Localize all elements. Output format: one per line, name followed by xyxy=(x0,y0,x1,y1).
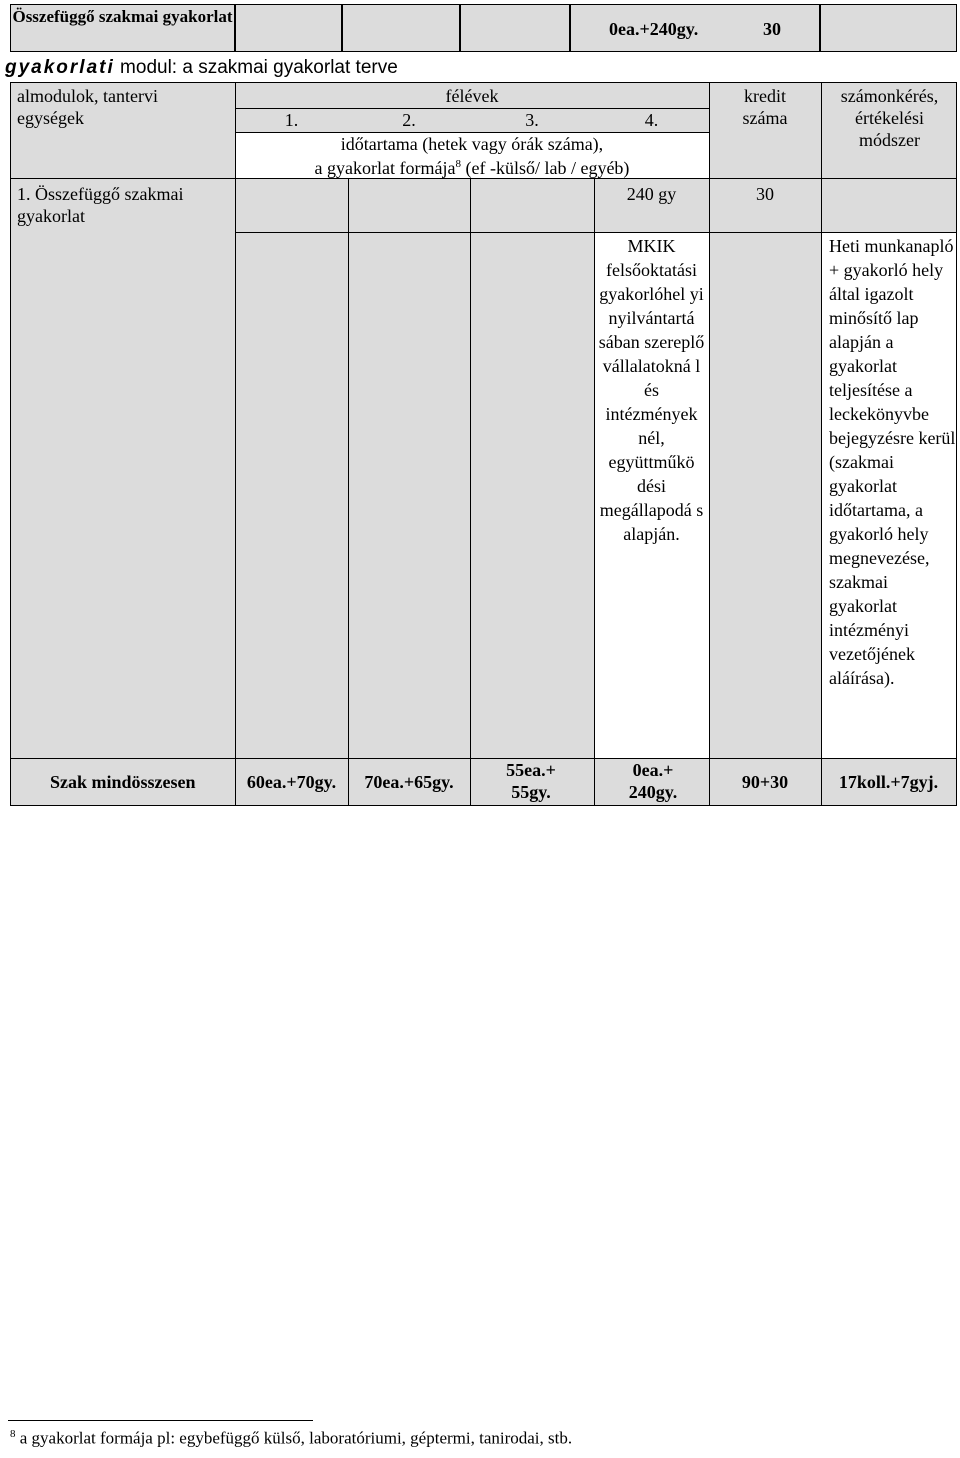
module-prefix: gyakorlati xyxy=(5,57,115,78)
practice-plan-table xyxy=(10,82,957,806)
subject-col-header: almodulok, tantervi egységek xyxy=(17,86,158,128)
row1-assessment: Heti munkanapló + gyakorló hely által igazolt minősítő lap alapján a gyakorlat teljesítése a leckekönyvbe bejegyzésre kerül (szakmai gyakorlat időtartama, a gyakorló hely megnevezése, szakmai gyakorlat intézményi vezetőjének aláírása). xyxy=(829,236,956,688)
sem2-border xyxy=(470,178,471,806)
top-sem2-cell xyxy=(342,4,460,52)
row1-empty-semesters-bg xyxy=(235,232,594,758)
total-sem3: 55ea.+ 55gy. xyxy=(506,760,556,802)
module-title xyxy=(5,54,398,82)
top-label-cell xyxy=(10,4,235,52)
top-sem1-cell xyxy=(235,4,342,52)
module-text: modul: a szakmai gyakorlat terve xyxy=(120,57,398,78)
total-credit: 90+30 xyxy=(741,772,789,792)
footnote-marker: 8 xyxy=(10,1428,16,1440)
top-credit: 30 xyxy=(763,19,781,39)
duration-form-options: (ef -külső/ lab / egyéb) xyxy=(465,158,630,178)
top-sem4-cell xyxy=(570,4,820,52)
top-summary-row xyxy=(10,4,957,52)
credit-col-header: kredit száma xyxy=(742,86,788,128)
row1-credit-bg xyxy=(709,232,821,758)
table-left-border xyxy=(10,82,11,806)
top-label: Összefüggő szakmai gyakorlat xyxy=(12,7,233,26)
numbers-divider xyxy=(235,132,709,133)
footnote-separator xyxy=(8,1420,313,1421)
sem1-border xyxy=(348,178,349,806)
row1-summary-bottom xyxy=(235,232,957,233)
table-top-border xyxy=(10,82,957,83)
duration-form-label: a gyakorlat formája xyxy=(314,158,456,178)
semester-4: 4. xyxy=(644,110,659,130)
subject-col-border xyxy=(235,82,236,806)
row1-place-note: MKIK felsőoktatási gyakorlóhel yi nyilvántartá sában szereplő vállalatokná l és intézmények nél, együttműkö dési megállapodá s alapján. xyxy=(598,236,705,544)
top-sem3-cell xyxy=(460,4,570,52)
semesters-divider xyxy=(235,108,709,109)
assessment-col-header: számonkérés, értékelési módszer xyxy=(840,86,939,150)
total-sem4: 0ea.+ 240gy. xyxy=(628,760,678,802)
duration-line-1: időtartama (hetek vagy órák száma), xyxy=(340,134,604,154)
total-label: Szak mindösszesen xyxy=(50,772,196,792)
duration-line-2 xyxy=(235,158,709,180)
sem3-border xyxy=(594,178,595,806)
total-sem1: 60ea.+70gy. xyxy=(246,772,337,792)
row1-credit: 30 xyxy=(756,184,774,204)
footnote xyxy=(10,1428,572,1449)
row1-sem4-hours: 240 gy xyxy=(626,184,677,204)
total-sem2: 70ea.+65gy. xyxy=(364,772,454,792)
total-row-top xyxy=(10,758,957,759)
top-assessment-cell xyxy=(820,4,957,52)
semesters-header: félévek xyxy=(445,86,499,106)
row1-subject: 1. Összefüggő szakmai gyakorlat xyxy=(17,184,184,226)
total-assessment: 17koll.+7gyj. xyxy=(838,772,939,792)
footnote-ref: 8 xyxy=(455,158,461,170)
semester-3: 3. xyxy=(525,110,539,130)
table-bottom-border xyxy=(10,805,957,806)
credit-border xyxy=(821,82,822,806)
footnote-text: a gyakorlat formája pl: egybefüggő külső, laboratóriumi, géptermi, tanirodai, stb. xyxy=(19,1428,573,1448)
top-hours: 0ea.+240gy. xyxy=(609,19,699,39)
semester-2: 2. xyxy=(402,110,416,130)
semester-1: 1. xyxy=(284,110,299,130)
